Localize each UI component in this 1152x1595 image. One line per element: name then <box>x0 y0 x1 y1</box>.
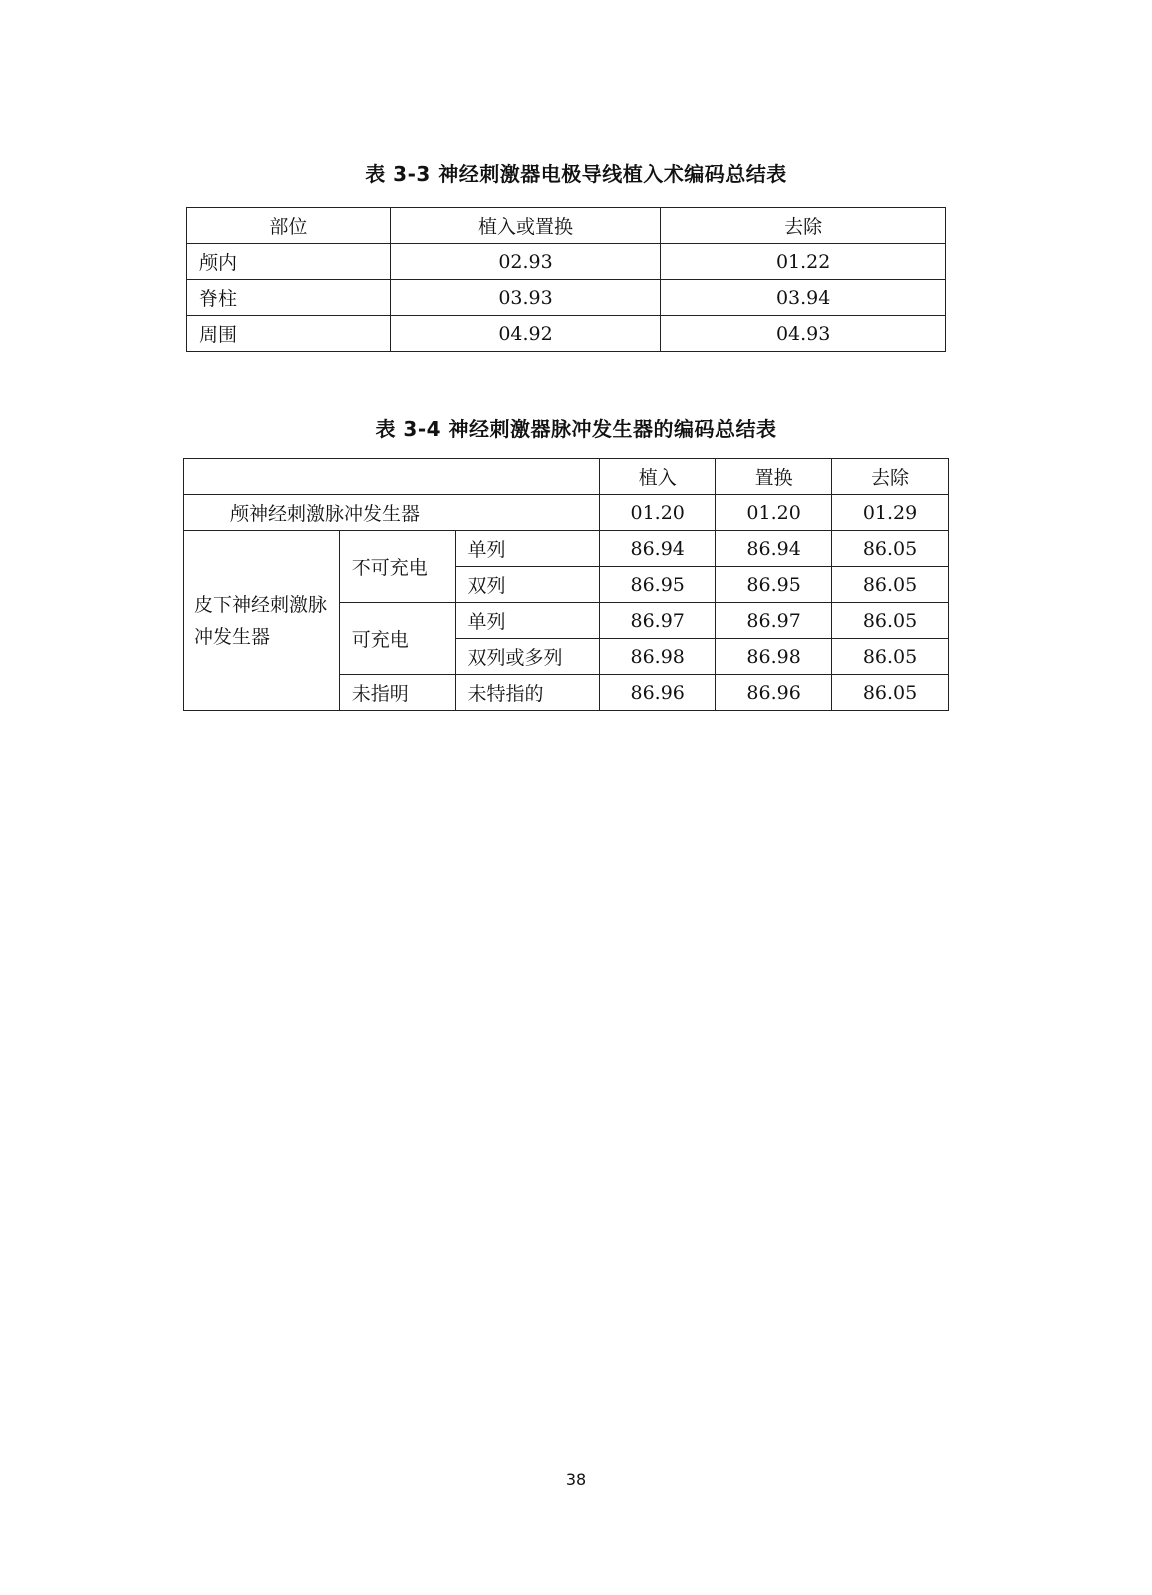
code-cell: 01.29 <box>832 495 949 531</box>
site-cell: 周围 <box>187 316 391 352</box>
code-cell: 01.22 <box>661 244 946 280</box>
code-cell: 86.97 <box>600 603 716 639</box>
code-cell: 03.94 <box>661 280 946 316</box>
header-cell: 置换 <box>716 459 832 495</box>
table-3-4-caption: 表 3-4 神经刺激器脉冲发生器的编码总结表 <box>375 417 777 441</box>
table-row <box>184 531 949 567</box>
rechargeable-label: 可充电 <box>339 603 455 675</box>
header-cell: 去除 <box>832 459 949 495</box>
table-row <box>184 495 949 531</box>
table-row <box>187 244 946 280</box>
unspecified-label: 未指明 <box>339 675 455 711</box>
page-number: 38 <box>565 1470 587 1489</box>
table-header-row <box>184 459 949 495</box>
site-cell: 颅内 <box>187 244 391 280</box>
array-type-cell: 未特指的 <box>455 675 600 711</box>
code-cell: 86.05 <box>832 603 949 639</box>
code-cell: 86.05 <box>832 531 949 567</box>
site-cell: 脊柱 <box>187 280 391 316</box>
table-3-3-caption: 表 3-3 神经刺激器电极导线植入术编码总结表 <box>365 162 787 186</box>
table-row <box>187 280 946 316</box>
code-cell: 04.93 <box>661 316 946 352</box>
table-header-row <box>187 208 946 244</box>
table-3-4 <box>183 458 949 711</box>
code-cell: 86.95 <box>600 567 716 603</box>
header-cell: 植入或置换 <box>390 208 661 244</box>
array-type-cell: 双列 <box>455 567 600 603</box>
code-cell: 86.98 <box>600 639 716 675</box>
array-type-cell: 双列或多列 <box>455 639 600 675</box>
code-cell: 02.93 <box>390 244 661 280</box>
cranial-generator-label: 颅神经刺激脉冲发生器 <box>184 495 600 531</box>
subcutaneous-generator-label: 皮下神经刺激脉冲发生器 <box>184 531 340 711</box>
array-type-cell: 单列 <box>455 603 600 639</box>
code-cell: 86.05 <box>832 675 949 711</box>
non-rechargeable-label: 不可充电 <box>339 531 455 603</box>
header-cell: 植入 <box>600 459 716 495</box>
code-cell: 86.05 <box>832 639 949 675</box>
table-row <box>187 316 946 352</box>
code-cell: 86.96 <box>600 675 716 711</box>
array-type-cell: 单列 <box>455 531 600 567</box>
code-cell: 86.94 <box>716 531 832 567</box>
code-cell: 86.96 <box>716 675 832 711</box>
table-3-3 <box>186 207 946 352</box>
header-cell: 去除 <box>661 208 946 244</box>
code-cell: 86.94 <box>600 531 716 567</box>
code-cell: 01.20 <box>716 495 832 531</box>
code-cell: 86.97 <box>716 603 832 639</box>
code-cell: 86.05 <box>832 567 949 603</box>
code-cell: 86.95 <box>716 567 832 603</box>
empty-header-cell <box>184 459 600 495</box>
header-cell: 部位 <box>187 208 391 244</box>
code-cell: 01.20 <box>600 495 716 531</box>
code-cell: 03.93 <box>390 280 661 316</box>
code-cell: 04.92 <box>390 316 661 352</box>
code-cell: 86.98 <box>716 639 832 675</box>
